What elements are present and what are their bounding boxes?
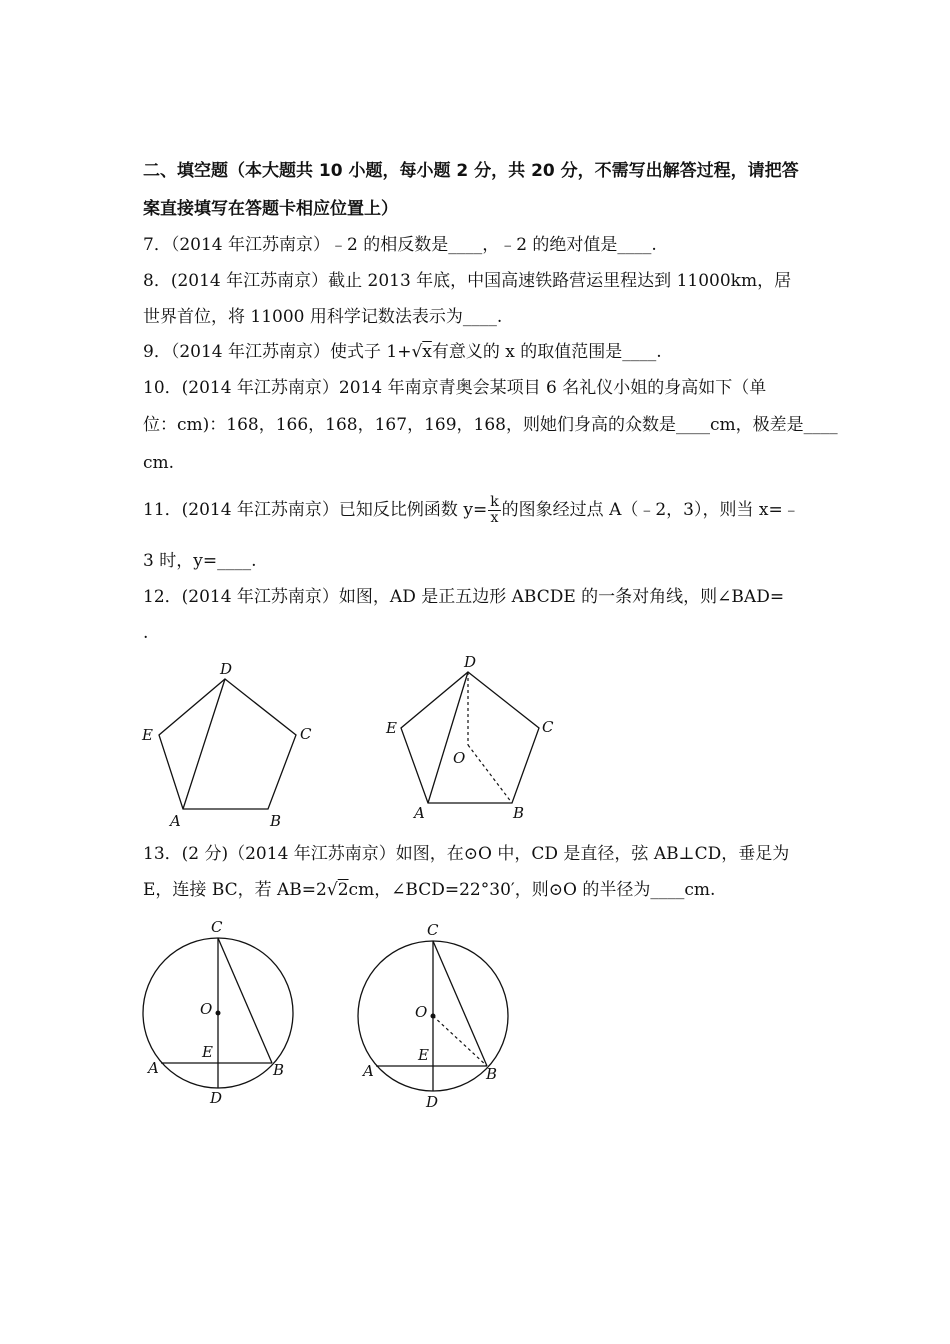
label-d: D (426, 1093, 439, 1111)
label-o: O (200, 1000, 213, 1018)
diagonal-ad (428, 672, 468, 803)
circle-figure-1 (140, 915, 310, 1110)
question-13-radicand: 2 (337, 880, 349, 900)
label-e: E (386, 719, 397, 737)
circle-figure-2 (355, 918, 525, 1113)
question-10-line1: 10．(2014 年江苏南京）2014 年南京青奥会某项目 6 名礼仪小姐的身高如下（单 (143, 378, 767, 398)
question-13-line2 (143, 879, 715, 901)
label-b: B (513, 804, 525, 822)
segment-bc (433, 941, 487, 1066)
label-b: B (273, 1061, 285, 1079)
label-a: A (363, 1062, 374, 1080)
label-d: D (220, 660, 233, 678)
label-c: C (211, 918, 223, 936)
label-o: O (415, 1003, 428, 1021)
center-point (431, 1014, 436, 1019)
question-11-line1 (143, 490, 800, 530)
question-9-after: 有意义的 x 的取值范围是____. (431, 342, 662, 362)
question-9-radicand: x (422, 342, 432, 362)
question-12-line2: . (143, 623, 149, 643)
center-point (216, 1011, 221, 1016)
fraction-numerator: k (490, 494, 499, 510)
label-e: E (418, 1046, 429, 1064)
question-9-before: 9．（2014 年江苏南京）使式子 1+ (143, 342, 412, 362)
label-c: C (427, 921, 439, 939)
label-a: A (170, 812, 181, 830)
label-c: C (300, 725, 312, 743)
pentagon-figure-2 (380, 650, 570, 830)
question-12-line1: 12．(2014 年江苏南京）如图，AD 是正五边形 ABCDE 的一条对角线，则∠BAD= (143, 587, 785, 607)
sqrt-symbol: √ (411, 342, 423, 362)
section-heading-line1: 二、填空题（本大题共 10 小题，每小题 2 分，共 20 分，不需写出解答过程，请把答 (143, 161, 799, 181)
question-13-before: E，连接 BC，若 AB=2 (143, 880, 327, 900)
label-d: D (210, 1089, 223, 1107)
section-heading-line2: 案直接填写在答题卡相应位置上） (143, 199, 398, 219)
question-11-line2: 3 时，y=____. (143, 551, 257, 571)
question-13-after: cm，∠BCD=22°30′，则⊙O 的半径为____cm. (348, 880, 716, 900)
pentagon-outline (401, 672, 539, 803)
label-e: E (142, 726, 153, 744)
label-a: A (414, 804, 425, 822)
segment-bc (218, 938, 272, 1063)
diagonal-ad (183, 679, 225, 809)
question-11-after: 的图象经过点 A（﹣2，3），则当 x=﹣ (501, 500, 800, 520)
fraction-k-over-x (488, 495, 500, 526)
question-13-line1: 13．(2 分)（2014 年江苏南京）如图，在⊙O 中，CD 是直径，弦 AB⊥CD，垂足为 (143, 844, 790, 864)
question-8-line1: 8．(2014 年江苏南京）截止 2013 年底，中国高速铁路营运里程达到 11000km，居 (143, 271, 792, 291)
question-7: 7．（2014 年江苏南京）﹣2 的相反数是____，﹣2 的绝对值是____. (143, 235, 657, 255)
pentagon-figure-1 (138, 652, 318, 832)
fraction-denominator: x (490, 510, 499, 526)
label-a: A (148, 1059, 159, 1077)
label-b: B (486, 1065, 498, 1083)
pentagon-outline (159, 679, 296, 809)
label-e: E (202, 1043, 213, 1061)
question-10-line2: 位：cm)：168，166，168，167，169，168，则她们身高的众数是____cm，极差是____ (143, 415, 838, 435)
dashed-ob (433, 1016, 487, 1066)
label-b: B (270, 812, 282, 830)
question-9 (143, 341, 662, 363)
label-o: O (453, 749, 466, 767)
question-8-line2: 世界首位，将 11000 用科学记数法表示为____. (143, 307, 503, 327)
question-11-before: 11．(2014 年江苏南京）已知反比例函数 y= (143, 500, 488, 520)
question-10-line3: cm. (143, 453, 175, 473)
sqrt-symbol: √ (326, 880, 338, 900)
label-d: D (464, 653, 477, 671)
dashed-ob (468, 745, 512, 803)
label-c: C (542, 718, 554, 736)
